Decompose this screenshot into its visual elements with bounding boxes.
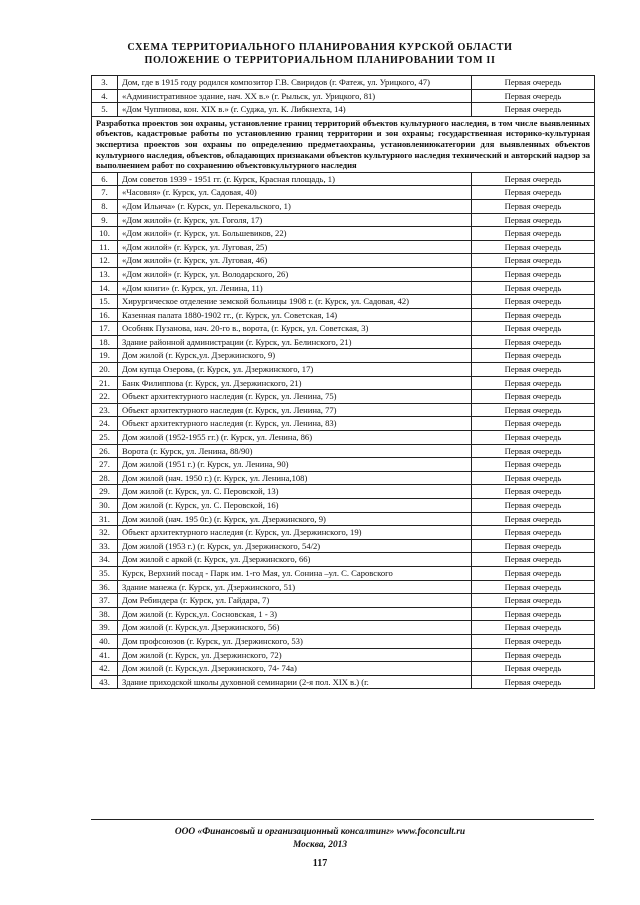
row-object-name: Дом жилой (г. Курск,ул. Дзержинского, 74- 74а): [118, 662, 472, 676]
row-object-name: Дом жилой (г. Курск,ул. Дзержинского, 56): [118, 621, 472, 635]
row-object-name: Дом купца Озерова, (г. Курск, ул. Дзержинского, 17): [118, 363, 472, 377]
row-stage: Первая очередь: [472, 539, 595, 553]
row-number: 19.: [92, 349, 118, 363]
table-row: [92, 539, 595, 553]
row-number: 40.: [92, 634, 118, 648]
row-stage: Первая очередь: [472, 322, 595, 336]
table-row: [92, 308, 595, 322]
table-row: [92, 199, 595, 213]
row-number: 12.: [92, 254, 118, 268]
row-object-name: «Дом жилой» (г. Курск, ул. Луговая, 46): [118, 254, 472, 268]
section-heading: Разработка проектов зон охраны, установление границ территорий объектов культурного наследия, в том числе выявленных объектов, кадастровые работы по установлению границ территории и зон охраны; государственная историко-культурная экспертиза проектов зон охраны по определению предметаохраны, установлениюкатегории для выявленных объектов культурного наследия, объектов, обладающих признаками объектов культурного наследия технический и авторский надзор за выполнением работ по сохранению объектовкультурного наследия: [92, 116, 595, 172]
table-body-top: [92, 76, 595, 117]
row-stage: Первая очередь: [472, 186, 595, 200]
row-number: 3.: [92, 76, 118, 90]
row-stage: Первая очередь: [472, 444, 595, 458]
table-row: [92, 335, 595, 349]
footer-company: ООО «Финансовый и организационный консалтинг» www.foconcult.ru: [174, 827, 466, 837]
row-object-name: Особняк Пузанова, нач. 20-го в., ворота, (г. Курск, ул. Советская, 3): [118, 322, 472, 336]
row-stage: Первая очередь: [472, 594, 595, 608]
row-object-name: «Дом жилой» (г. Курск, ул. Луговая, 25): [118, 240, 472, 254]
table-row: [92, 295, 595, 309]
table-row: [92, 363, 595, 377]
row-stage: Первая очередь: [472, 417, 595, 431]
row-stage: Первая очередь: [472, 553, 595, 567]
row-stage: Первая очередь: [472, 376, 595, 390]
row-stage: Первая очередь: [472, 566, 595, 580]
row-object-name: Дом жилой (г. Курск,ул. Дзержинского, 9): [118, 349, 472, 363]
table-row: [92, 254, 595, 268]
row-number: 8.: [92, 199, 118, 213]
row-stage: Первая очередь: [472, 308, 595, 322]
table-body-main: [92, 172, 595, 689]
table-row: [92, 431, 595, 445]
row-stage: Первая очередь: [472, 499, 595, 513]
row-number: 36.: [92, 580, 118, 594]
table-body-section: [92, 116, 595, 172]
row-number: 28.: [92, 471, 118, 485]
row-object-name: Дом жилой (1952-1955 гг.) (г. Курск, ул. Ленина, 86): [118, 431, 472, 445]
row-stage: Первая очередь: [472, 281, 595, 295]
row-object-name: Дом жилой (г. Курск, ул. С. Перовской, 16): [118, 499, 472, 513]
table-row: [92, 89, 595, 103]
row-stage: Первая очередь: [472, 390, 595, 404]
row-stage: Первая очередь: [472, 349, 595, 363]
row-number: 14.: [92, 281, 118, 295]
row-object-name: Казенная палата 1880-1902 гг., (г. Курск, ул. Советская, 14): [118, 308, 472, 322]
row-object-name: Банк Филиппова (г. Курск, ул. Дзержинского, 21): [118, 376, 472, 390]
row-number: 11.: [92, 240, 118, 254]
row-number: 33.: [92, 539, 118, 553]
row-stage: Первая очередь: [472, 458, 595, 472]
row-object-name: Дом жилой (г. Курск, ул. Дзержинского, 72): [118, 648, 472, 662]
table-row: [92, 172, 595, 186]
section-row: [92, 116, 595, 172]
row-number: 43.: [92, 675, 118, 689]
row-number: 35.: [92, 566, 118, 580]
row-object-name: «Дом жилой» (г. Курск, ул. Володарского, 26): [118, 267, 472, 281]
row-number: 37.: [92, 594, 118, 608]
row-number: 22.: [92, 390, 118, 404]
row-object-name: «Дом Чуппиова, кон. XIX в.» (г. Суджа, ул. К. Либкнехта, 14): [118, 103, 472, 117]
row-stage: Первая очередь: [472, 363, 595, 377]
row-stage: Первая очередь: [472, 240, 595, 254]
row-number: 25.: [92, 431, 118, 445]
table-row: [92, 458, 595, 472]
table-row: [92, 594, 595, 608]
row-stage: Первая очередь: [472, 89, 595, 103]
row-stage: Первая очередь: [472, 675, 595, 689]
row-object-name: Дом, где в 1915 году родился композитор Г.В. Свиридов (г. Фатеж, ул. Урицкого, 47): [118, 76, 472, 90]
row-stage: Первая очередь: [472, 580, 595, 594]
row-object-name: Дом Ребиндера (г. Курск, ул. Гайдара, 7): [118, 594, 472, 608]
row-number: 23.: [92, 403, 118, 417]
table-row: [92, 227, 595, 241]
row-object-name: Объект архитектурного наследия (г. Курск, ул. Ленина, 83): [118, 417, 472, 431]
table-row: [92, 444, 595, 458]
row-number: 15.: [92, 295, 118, 309]
row-stage: Первая очередь: [472, 634, 595, 648]
row-number: 13.: [92, 267, 118, 281]
row-number: 7.: [92, 186, 118, 200]
row-number: 6.: [92, 172, 118, 186]
table-row: [92, 553, 595, 567]
row-number: 21.: [92, 376, 118, 390]
row-object-name: Дом жилой (1953 г.) (г. Курск, ул. Дзержинского, 54/2): [118, 539, 472, 553]
row-stage: Первая очередь: [472, 267, 595, 281]
row-number: 32.: [92, 526, 118, 540]
table-row: [92, 76, 595, 90]
row-stage: Первая очередь: [472, 254, 595, 268]
table-row: [92, 417, 595, 431]
row-number: 41.: [92, 648, 118, 662]
row-number: 9.: [92, 213, 118, 227]
table-row: [92, 322, 595, 336]
row-number: 29.: [92, 485, 118, 499]
table-row: [92, 485, 595, 499]
row-object-name: «Дом книги» (г. Курск, ул. Ленина, 11): [118, 281, 472, 295]
row-number: 4.: [92, 89, 118, 103]
row-number: 31.: [92, 512, 118, 526]
row-number: 30.: [92, 499, 118, 513]
table-row: [92, 662, 595, 676]
row-stage: Первая очередь: [472, 295, 595, 309]
row-object-name: «Дом жилой» (г. Курск, ул. Гоголя, 17): [118, 213, 472, 227]
row-object-name: Дом жилой (нач. 195 0г.) (г. Курск, ул. Дзержинского, 9): [118, 512, 472, 526]
row-number: 34.: [92, 553, 118, 567]
row-object-name: Дом жилой (г. Курск, ул. С. Перовской, 13): [118, 485, 472, 499]
row-stage: Первая очередь: [472, 485, 595, 499]
row-stage: Первая очередь: [472, 471, 595, 485]
row-object-name: «Административное здание, нач. XX в.» (г. Рыльск, ул. Урицкого, 81): [118, 89, 472, 103]
document-header-title: СХЕМА ТЕРРИТОРИАЛЬНОГО ПЛАНИРОВАНИЯ КУРСКОЙ ОБЛАСТИ: [127, 42, 513, 53]
table-row: [92, 471, 595, 485]
row-stage: Первая очередь: [472, 227, 595, 241]
table-row: [92, 376, 595, 390]
row-number: 16.: [92, 308, 118, 322]
row-stage: Первая очередь: [472, 103, 595, 117]
table-row: [92, 607, 595, 621]
row-object-name: «Дом жилой» (г. Курск, ул. Большевиков, 22): [118, 227, 472, 241]
heritage-objects-table: [91, 75, 595, 689]
table-row: [92, 621, 595, 635]
table-row: [92, 634, 595, 648]
table-row: [92, 390, 595, 404]
table-row: [92, 675, 595, 689]
row-number: 26.: [92, 444, 118, 458]
row-object-name: Дом советов 1939 - 1951 гг. (г. Курск, Красная площадь, 1): [118, 172, 472, 186]
row-stage: Первая очередь: [472, 76, 595, 90]
table-row: [92, 499, 595, 513]
table-row: [92, 580, 595, 594]
table-row: [92, 648, 595, 662]
table-row: [92, 213, 595, 227]
row-object-name: Дом жилой с аркой (г. Курск, ул. Дзержинского, 66): [118, 553, 472, 567]
row-stage: Первая очередь: [472, 403, 595, 417]
row-object-name: Здание районной администрации (г. Курск, ул. Белинского, 21): [118, 335, 472, 349]
document-header-subtitle: ПОЛОЖЕНИЕ О ТЕРРИТОРИАЛЬНОМ ПЛАНИРОВАНИИ ТОМ II: [144, 55, 496, 66]
table-row: [92, 349, 595, 363]
row-object-name: Дом профсоюзов (г. Курск, ул. Дзержинского, 53): [118, 634, 472, 648]
row-number: 24.: [92, 417, 118, 431]
row-stage: Первая очередь: [472, 172, 595, 186]
row-object-name: Объект архитектурного наследия (г. Курск, ул. Ленина, 77): [118, 403, 472, 417]
row-stage: Первая очередь: [472, 662, 595, 676]
row-stage: Первая очередь: [472, 607, 595, 621]
row-object-name: Здание приходской школы духовной семинарии (2-я пол. XIX в.) (г.: [118, 675, 472, 689]
row-object-name: Дом жилой (г. Курск,ул. Сосновская, 1 - 3): [118, 607, 472, 621]
row-stage: Первая очередь: [472, 526, 595, 540]
row-number: 17.: [92, 322, 118, 336]
row-stage: Первая очередь: [472, 213, 595, 227]
row-object-name: Дом жилой (нач. 1950 г.) (г. Курск, ул. Ленина,108): [118, 471, 472, 485]
table-row: [92, 526, 595, 540]
table-row: [92, 186, 595, 200]
row-number: 39.: [92, 621, 118, 635]
row-number: 10.: [92, 227, 118, 241]
footer-divider: [91, 819, 594, 820]
row-number: 38.: [92, 607, 118, 621]
row-stage: Первая очередь: [472, 512, 595, 526]
footer-city-year: Москва, 2013: [292, 840, 348, 850]
row-object-name: «Дом Ильича» (г. Курск, ул. Перекальского, 1): [118, 199, 472, 213]
row-number: 18.: [92, 335, 118, 349]
row-object-name: Курск, Верхний посад - Парк им. 1-го Мая, ул. Сонина –ул. С. Саровского: [118, 566, 472, 580]
row-number: 5.: [92, 103, 118, 117]
row-object-name: Дом жилой (1951 г.) (г. Курск, ул. Ленина, 90): [118, 458, 472, 472]
row-number: 20.: [92, 363, 118, 377]
row-object-name: «Часовня» (г. Курск, ул. Садовая, 40): [118, 186, 472, 200]
table-row: [92, 103, 595, 117]
row-number: 42.: [92, 662, 118, 676]
table-row: [92, 281, 595, 295]
row-object-name: Объект архитектурного наследия (г. Курск, ул. Дзержинского, 19): [118, 526, 472, 540]
row-stage: Первая очередь: [472, 431, 595, 445]
row-number: 27.: [92, 458, 118, 472]
row-stage: Первая очередь: [472, 648, 595, 662]
table-row: [92, 512, 595, 526]
table-row: [92, 566, 595, 580]
table-row: [92, 240, 595, 254]
row-object-name: Здание манежа (г. Курск, ул. Дзержинского, 51): [118, 580, 472, 594]
row-object-name: Ворота (г. Курск, ул. Ленина, 88/90): [118, 444, 472, 458]
row-stage: Первая очередь: [472, 199, 595, 213]
row-object-name: Объект архитектурного наследия (г. Курск, ул. Ленина, 75): [118, 390, 472, 404]
table-row: [92, 403, 595, 417]
row-stage: Первая очередь: [472, 621, 595, 635]
table-row: [92, 267, 595, 281]
page-number: 117: [312, 858, 328, 869]
row-object-name: Хирургическое отделение земской больницы 1908 г. (г. Курск, ул. Садовая, 42): [118, 295, 472, 309]
row-stage: Первая очередь: [472, 335, 595, 349]
